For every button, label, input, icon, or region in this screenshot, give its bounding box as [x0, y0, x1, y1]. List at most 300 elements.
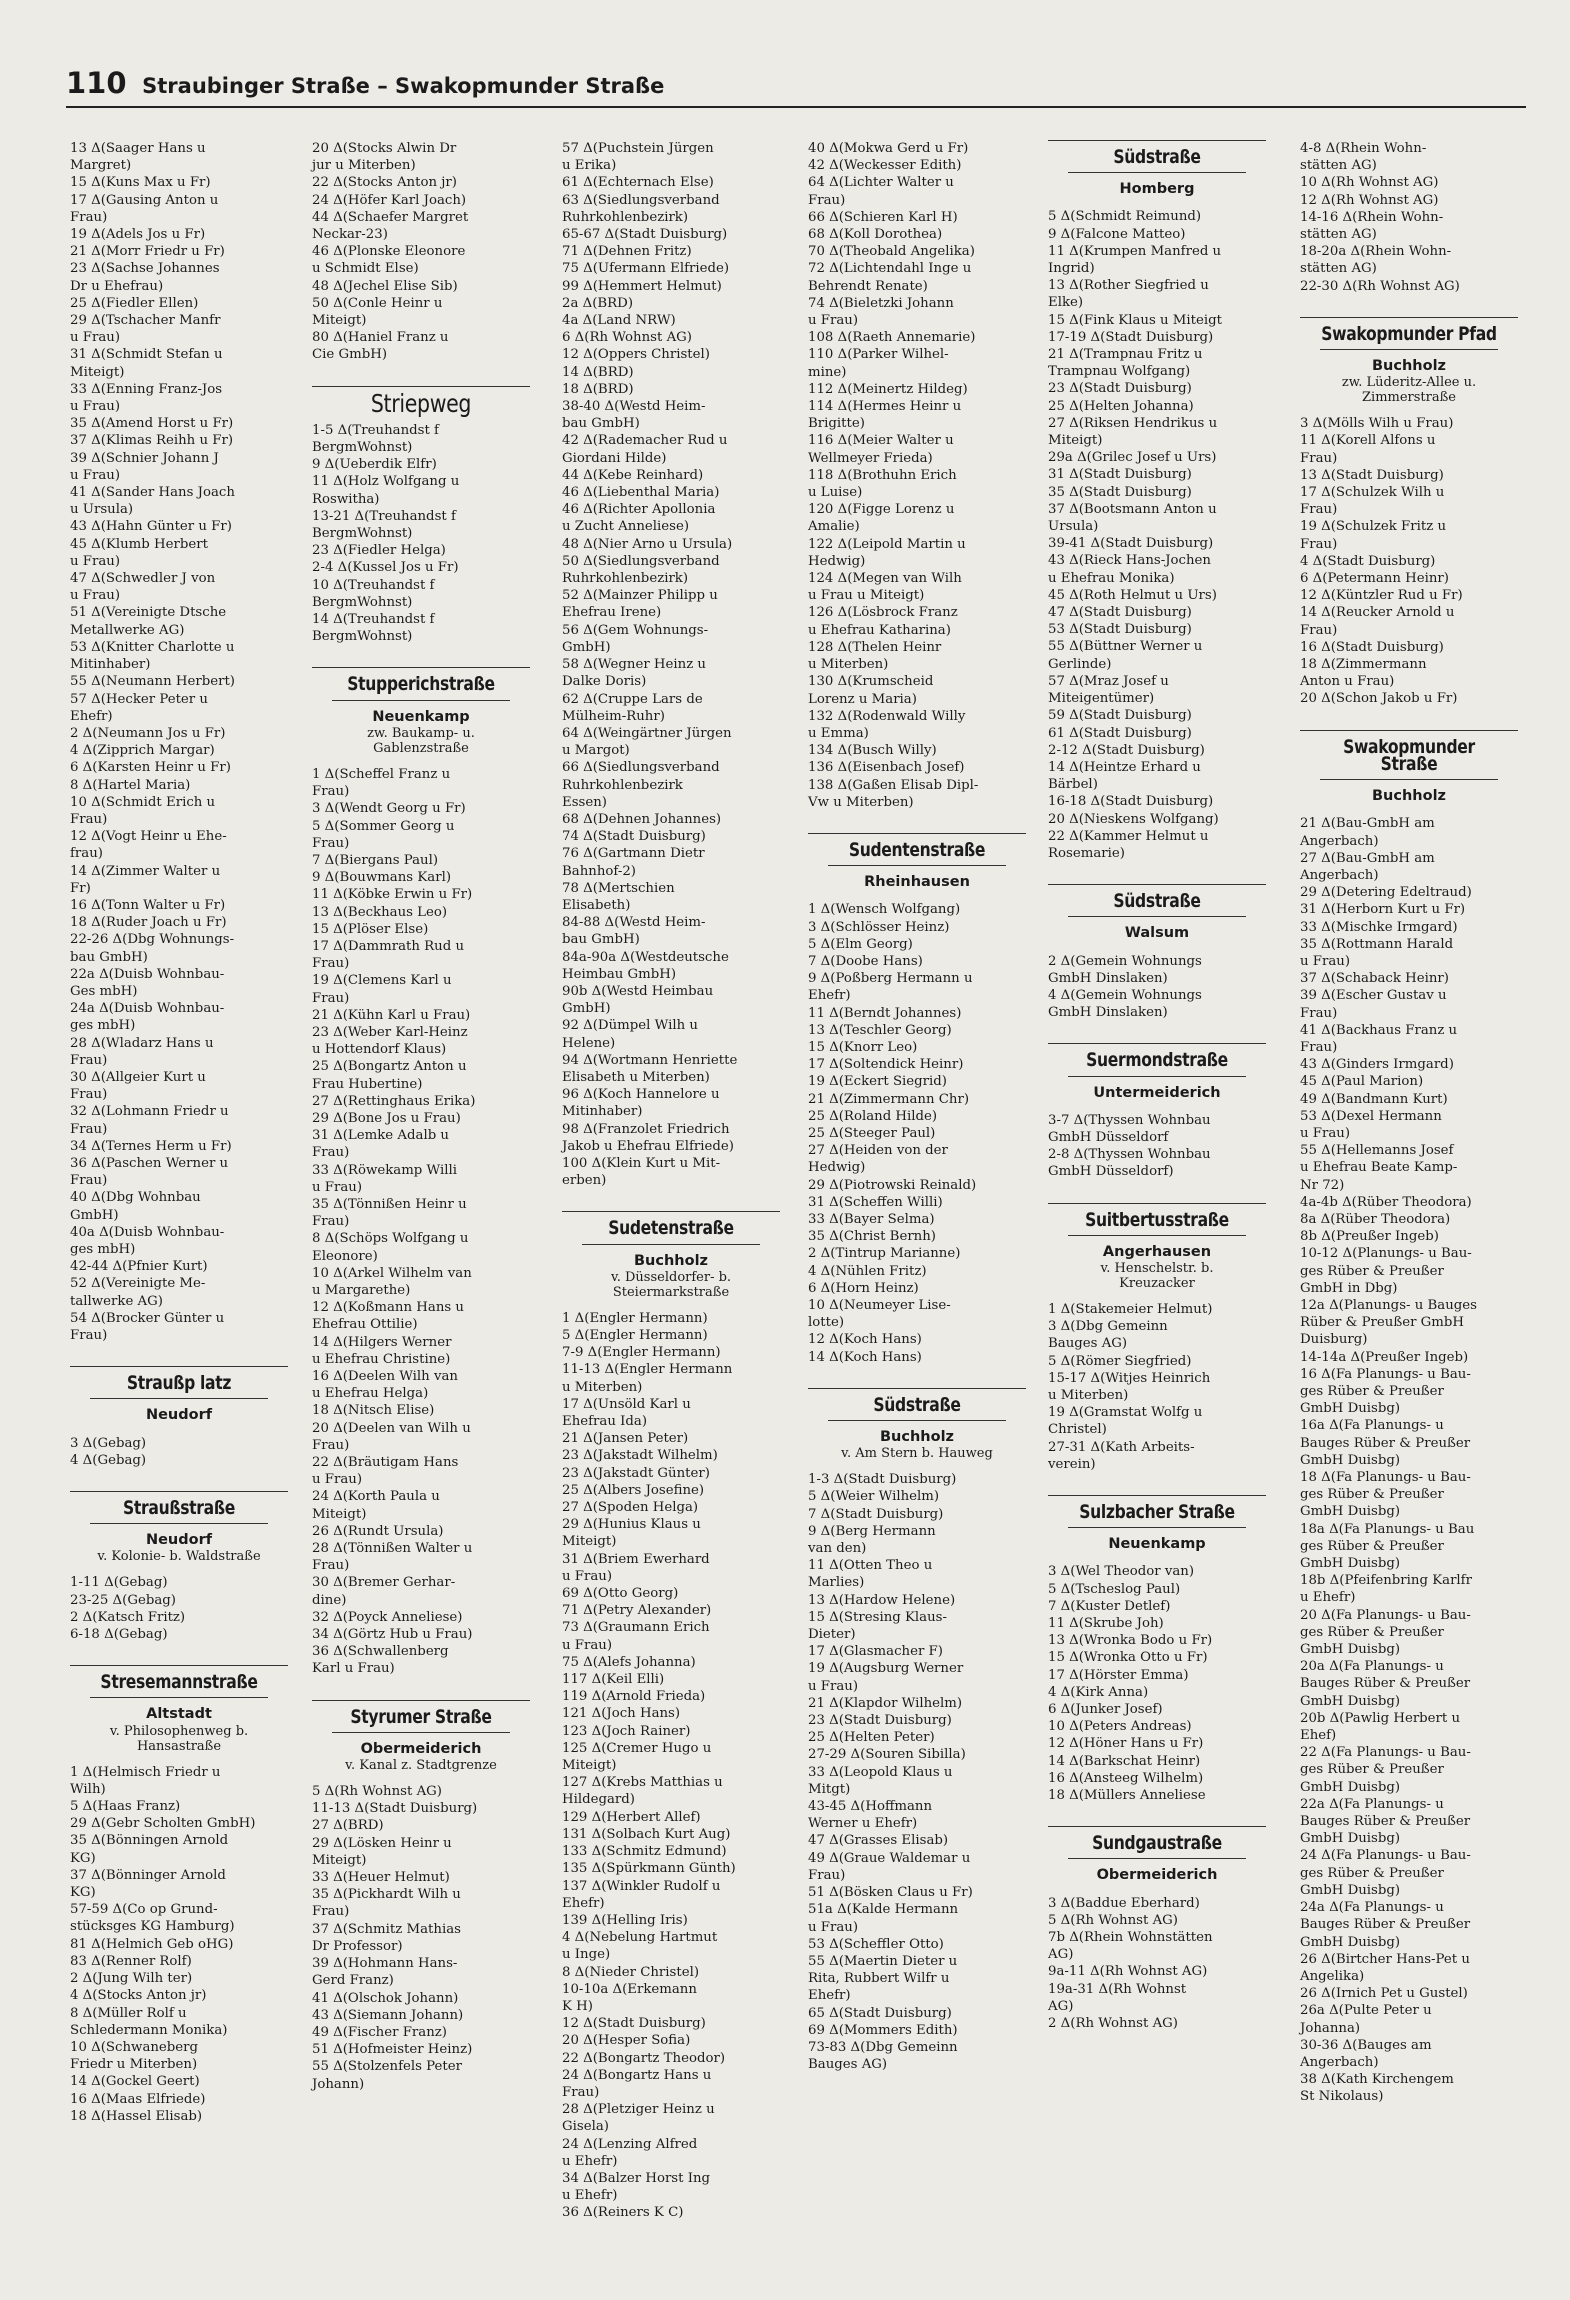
- address-entry: 137 Δ(Winkler Rudolf u: [562, 1878, 721, 1894]
- address-entry: 22-26 Δ(Dbg Wohnungs-: [70, 932, 235, 948]
- address-entry: 3 Δ(Wendt Georg u Fr): [312, 801, 466, 817]
- address-entry: 21 Δ(Klapdor Wilhelm): [808, 1695, 963, 1711]
- address-entry: GmbH Duisbg): [1300, 1882, 1401, 1898]
- address-entry: 4 Δ(Kirk Anna): [1048, 1684, 1149, 1700]
- address-entry: u Frau): [70, 588, 121, 604]
- address-entry: 8 Δ(Müller Rolf u: [70, 2005, 187, 2021]
- address-entry: ges Rüber & Preußer: [1300, 1624, 1444, 1640]
- address-entry: BergmWohnst): [312, 440, 413, 456]
- address-entry: 74 Δ(Stadt Duisburg): [562, 829, 706, 845]
- address-entry: 20 Δ(Schon Jakob u Fr): [1300, 691, 1458, 707]
- address-entry: Ehefrau Ottilie): [312, 1317, 418, 1333]
- address-entry: ges Rüber & Preußer: [1300, 1487, 1444, 1503]
- street-extent: zw. Lüderitz-Allee u.: [1341, 375, 1477, 391]
- address-entry: 84a-90a Δ(Westdeutsche: [562, 949, 729, 965]
- address-entry: 37 Δ(Schmitz Mathias: [312, 1921, 461, 1937]
- address-entry: 127 Δ(Krebs Matthias u: [562, 1775, 723, 1791]
- address-entry: GmbH Duisbg): [1300, 1779, 1401, 1795]
- address-entry: Frau): [1300, 536, 1338, 552]
- address-entry: 35 Δ(Stadt Duisburg): [1048, 484, 1192, 500]
- address-entry: 5 Δ(Haas Franz): [70, 1799, 181, 1815]
- section-divider: [1048, 1043, 1266, 1044]
- address-entry: 18b Δ(Pfeifenbring Karlfr: [1300, 1573, 1472, 1589]
- address-entry: 16 Δ(Deelen Wilh van: [312, 1369, 458, 1384]
- address-entry: 9a-11 Δ(Rh Wohnst AG): [1048, 1964, 1208, 1980]
- street-name: Stresemannstraße: [100, 1671, 258, 1694]
- address-entry: Bauges AG): [808, 2057, 888, 2073]
- address-entry: Ehefrau Irene): [562, 605, 662, 621]
- address-entry: 8b Δ(Preußer Ingeb): [1300, 1229, 1439, 1245]
- address-entry: Rosemarie): [1048, 845, 1125, 861]
- address-entry: Gerd Franz): [312, 1973, 394, 1989]
- street-heading: [1048, 1495, 1266, 1553]
- address-entry: Dr Professor): [312, 1938, 403, 1954]
- address-entry: Behrendt Renate): [808, 278, 928, 294]
- address-entry: 19 Δ(Schulzek Fritz u: [1300, 519, 1447, 535]
- address-entry: 1 Δ(Helmisch Friedr u: [70, 1764, 221, 1780]
- address-entry: 12 Δ(Koßmann Hans u: [312, 1300, 464, 1316]
- address-entry: Frau): [312, 1145, 350, 1161]
- address-entry: u Ehefrau Monika): [1048, 570, 1175, 586]
- address-entry: 5 Δ(Römer Siegfried): [1048, 1353, 1192, 1369]
- address-entry: 8a Δ(Rüber Theodora): [1300, 1211, 1451, 1227]
- address-entry: 11 Δ(Krumpen Manfred u: [1048, 243, 1222, 259]
- address-entry: 76 Δ(Gartmann Dietr: [562, 846, 705, 862]
- address-entry: 4 Δ(Zipprich Margar): [70, 743, 215, 759]
- address-entry: 25 Δ(Steeger Paul): [808, 1125, 936, 1141]
- address-entry: 19 Δ(Eckert Siegrid): [808, 1074, 947, 1090]
- address-entry: 1-11 Δ(Gebag): [70, 1575, 168, 1591]
- address-entry: 35 Δ(Christ Bernh): [808, 1229, 936, 1245]
- address-entry: 135 Δ(Spürkmann Günth): [562, 1861, 736, 1877]
- address-entry: 37 Δ(Bootsmann Anton u: [1048, 501, 1217, 517]
- address-entry: 10-10a Δ(Erkemann: [562, 1981, 697, 1997]
- address-entry: 123 Δ(Joch Rainer): [562, 1723, 691, 1739]
- heading-underline: [90, 1523, 268, 1524]
- address-entry: 9 Δ(Berg Hermann: [808, 1523, 936, 1539]
- address-entry: GmbH): [562, 639, 611, 655]
- street-extent: Hansastraße: [136, 1738, 222, 1754]
- address-entry: 25 Δ(Albers Josefine): [562, 1482, 705, 1498]
- address-entry: 21 Δ(Bau-GmbH am: [1300, 816, 1435, 832]
- address-entry: Ehefr): [562, 1895, 605, 1911]
- address-entry: 2 Δ(Gemein Wohnungs: [1048, 953, 1202, 969]
- address-entry: u Frau): [70, 467, 121, 483]
- address-entry: u Erika): [562, 158, 617, 174]
- address-entry: 14 Δ(Heintze Erhard u: [1048, 759, 1201, 775]
- address-entry: Miteigt): [70, 364, 125, 380]
- address-entry: 10 Δ(Arkel Wilhelm van: [312, 1265, 472, 1281]
- address-entry: 14 Δ(Zimmer Walter u: [70, 863, 221, 879]
- address-entry: Cie GmbH): [312, 347, 388, 363]
- address-entry: 131 Δ(Solbach Kurt Aug): [562, 1826, 731, 1842]
- address-entry: 18 Δ(Zimmermann: [1300, 657, 1427, 673]
- street-extent: Gablenzstraße: [373, 740, 469, 756]
- address-entry: 94 Δ(Wortmann Henriette: [562, 1052, 738, 1068]
- address-entry: u Frau): [808, 313, 859, 329]
- address-entry: 20 Δ(Stocks Alwin Dr: [312, 141, 457, 156]
- address-entry: Frau): [312, 956, 350, 972]
- address-entry: u Frau): [1300, 1125, 1351, 1141]
- address-entry: 39 Δ(Schnier Johann J: [70, 450, 219, 466]
- street-name: Sudetenstraße: [608, 1217, 734, 1240]
- address-entry: 35 Δ(Rottmann Harald: [1300, 936, 1454, 952]
- address-entry: u Miterben): [1048, 1387, 1129, 1403]
- address-entry: 21 Δ(Jansen Peter): [562, 1431, 689, 1447]
- address-entry: 61 Δ(Echternach Else): [562, 175, 714, 191]
- address-entry: 19 Δ(Adels Jos u Fr): [70, 227, 206, 243]
- address-entry: 62 Δ(Cruppe Lars de: [562, 691, 703, 707]
- address-entry: 21 Δ(Morr Friedr u Fr): [70, 244, 225, 260]
- address-entry: 35 Δ(Pickhardt Wilh u: [312, 1887, 461, 1903]
- address-entry: 55 Δ(Maertin Dieter u: [808, 1953, 958, 1969]
- district-name: Angerhausen: [1102, 1243, 1212, 1260]
- address-entry: tallwerke AG): [70, 1293, 163, 1309]
- address-entry: 40 Δ(Mokwa Gerd u Fr): [808, 141, 969, 156]
- section-divider: [70, 1665, 288, 1666]
- address-entry: 15 Δ(Fink Klaus u Miteigt: [1048, 312, 1222, 328]
- address-entry: 46 Δ(Liebenthal Maria): [562, 485, 720, 501]
- address-entry: 4 Δ(Stocks Anton jr): [70, 1988, 207, 2004]
- address-entry: 43 Δ(Siemann Johann): [312, 2007, 464, 2023]
- address-entry: 13 Δ(Hardow Helene): [808, 1592, 956, 1608]
- address-entry: Essen): [562, 794, 607, 810]
- address-entry: u Miterben): [562, 1379, 643, 1395]
- address-entry: 16 Δ(Tonn Walter u Fr): [70, 897, 226, 913]
- address-entry: 120 Δ(Figge Lorenz u: [808, 502, 955, 518]
- address-entry: lotte): [808, 1315, 845, 1331]
- address-entry: 22a Δ(Duisb Wohnbau-: [70, 966, 225, 982]
- address-entry: 22-30 Δ(Rh Wohnst AG): [1300, 278, 1460, 294]
- street-name: Styrumer Straße: [350, 1705, 492, 1728]
- address-entry: 13 Δ(Saager Hans u: [70, 141, 206, 156]
- address-entry: 1 Δ(Stakemeier Helmut): [1048, 1301, 1213, 1317]
- address-entry: u Ehefr): [562, 2153, 618, 2169]
- section-divider: [1300, 730, 1518, 731]
- street-extent: Zimmerstraße: [1362, 390, 1456, 406]
- address-entry: 47 Δ(Grasses Elisab): [808, 1833, 949, 1849]
- address-entry: Angerbach): [1300, 2054, 1379, 2070]
- heading-underline: [90, 1398, 268, 1399]
- address-entry: Bauges AG): [1048, 1336, 1128, 1352]
- address-entry: 29 Δ(Tschacher Manfr: [70, 313, 221, 329]
- address-entry: 18 Δ(Fa Planungs- u Bau-: [1300, 1470, 1471, 1486]
- address-entry: KG): [70, 1885, 96, 1901]
- address-entry: Margret): [70, 158, 132, 174]
- address-entry: 78 Δ(Mertschien: [562, 880, 675, 896]
- address-entry: 49 Δ(Bandmann Kurt): [1300, 1091, 1448, 1107]
- address-entry: 42-44 Δ(Pfnier Kurt): [70, 1259, 208, 1275]
- address-entry: 133 Δ(Schmitz Edmund): [562, 1844, 727, 1860]
- column-6: [1300, 140, 1518, 2106]
- address-entry: 3 Δ(Dbg Gemeinn: [1048, 1319, 1168, 1335]
- address-entry: 119 Δ(Arnold Frieda): [562, 1689, 706, 1705]
- address-entry: bau GmbH): [70, 949, 148, 965]
- address-entry: 12 Δ(Rh Wohnst AG): [1300, 192, 1439, 208]
- address-entry: 51a Δ(Kalde Hermann: [808, 1902, 959, 1918]
- address-entry: Roswitha): [312, 491, 380, 507]
- street-name: Sulzbacher Straße: [1079, 1501, 1235, 1523]
- address-entry: 13 Δ(Rother Siegfried u: [1048, 278, 1209, 294]
- address-entry: 69 Δ(Mommers Edith): [808, 2022, 958, 2038]
- district-name: Buchholz: [1372, 358, 1446, 375]
- address-entry: 7 Δ(Doobe Hans): [808, 953, 923, 969]
- address-entry: 15 Δ(Plöser Else): [312, 921, 429, 937]
- address-entry: stätten AG): [1300, 227, 1377, 243]
- address-entry: 3 Δ(Wel Theodor van): [1048, 1564, 1195, 1580]
- street-extent: v. Philosophenweg b.: [109, 1723, 249, 1739]
- address-entry: 23-25 Δ(Gebag): [70, 1592, 176, 1608]
- address-entry: Johann): [312, 2076, 365, 2092]
- address-entry: 55 Δ(Hellemanns Josef: [1300, 1143, 1454, 1159]
- address-entry: 69 Δ(Otto Georg): [562, 1586, 679, 1602]
- address-entry: BergmWohnst): [312, 526, 413, 542]
- address-entry: 18 Δ(Ruder Joach u Fr): [70, 915, 227, 931]
- address-entry: 27 Δ(Bau-GmbH am: [1300, 850, 1435, 866]
- address-entry: Frau): [312, 1904, 350, 1920]
- address-entry: GmbH Dinslaken): [1048, 970, 1168, 986]
- address-entry: 41 Δ(Olschok Johann): [312, 1990, 459, 2006]
- address-entry: Bahnhof-2): [562, 863, 636, 879]
- address-entry: 11 Δ(Skrube Joh): [1048, 1616, 1164, 1632]
- address-entry: 4 Δ(Nühlen Fritz): [808, 1263, 927, 1279]
- address-entry: 24 Δ(Höfer Karl Joach): [312, 192, 467, 208]
- address-entry: 45 Δ(Klumb Herbert: [70, 536, 208, 552]
- street-extent: Kreuzacker: [1119, 1275, 1195, 1291]
- address-entry: 5 Δ(Engler Hermann): [562, 1328, 708, 1343]
- address-entry: 22 Δ(Kammer Helmut u: [1048, 828, 1209, 844]
- address-entry: 15-17 Δ(Witjes Heinrich: [1048, 1370, 1211, 1386]
- address-entry: Schledermann Monika): [70, 2022, 228, 2038]
- district-name: Obermeiderich: [360, 1740, 482, 1757]
- address-entry: 28 Δ(Tönnißen Walter u: [312, 1541, 473, 1557]
- address-entry: 39 Δ(Hohmann Hans-: [312, 1956, 458, 1972]
- address-entry: Jakob u Ehefrau Elfriede): [562, 1138, 734, 1154]
- heading-underline: [90, 1697, 268, 1698]
- address-entry: 34 Δ(Balzer Horst Ing: [562, 2170, 711, 2186]
- address-entry: Hildegard): [562, 1792, 635, 1808]
- address-entry: 24 Δ(Fa Planungs- u Bau-: [1300, 1848, 1471, 1864]
- address-entry: Frau): [312, 990, 350, 1006]
- address-entry: 21 Δ(Trampnau Fritz u: [1048, 347, 1203, 363]
- address-entry: 10-12 Δ(Planungs- u Bau-: [1300, 1246, 1472, 1262]
- street-extent: v. Düsseldorfer- b.: [610, 1269, 732, 1285]
- address-entry: Ruhrkohlenbezirk): [562, 209, 689, 225]
- address-entry: 42 Δ(Rademacher Rud u: [562, 433, 728, 449]
- address-entry: Miteigt): [312, 1852, 367, 1868]
- address-entry: 35 Δ(Tönnißen Heinr u: [312, 1196, 467, 1212]
- address-entry: 23 Δ(Sachse Johannes: [70, 261, 220, 277]
- address-entry: 16 Δ(Stadt Duisburg): [1300, 639, 1444, 655]
- address-entry: 33 Δ(Leopold Klaus u: [808, 1764, 953, 1780]
- address-entry: u Frau): [808, 1919, 859, 1935]
- address-entry: 12 Δ(Küntzler Rud u Fr): [1300, 588, 1463, 604]
- address-entry: Neckar-23): [312, 227, 388, 243]
- address-entry: 23 Δ(Weber Karl-Heinz: [312, 1024, 468, 1040]
- address-entry: Rüber & Preußer GmbH: [1300, 1315, 1465, 1331]
- street-heading: [1048, 1043, 1266, 1101]
- address-entry: 18 Δ(BRD): [562, 381, 634, 397]
- address-entry: 21 Δ(Zimmermann Chr): [808, 1091, 970, 1107]
- street-heading: [1048, 1826, 1266, 1884]
- address-entry: 44 Δ(Kebe Reinhard): [562, 467, 704, 483]
- address-entry: 52 Δ(Vereinigte Me-: [70, 1276, 206, 1292]
- address-entry: 25 Δ(Helten Peter): [808, 1730, 935, 1746]
- address-entry: 13 Δ(Teschler Georg): [808, 1022, 952, 1038]
- heading-underline: [1068, 1858, 1246, 1859]
- address-entry: GmbH): [562, 1001, 611, 1017]
- address-entry: 25 Δ(Roland Hilde): [808, 1108, 938, 1124]
- address-entry: 3 Δ(Baddue Eberhard): [1048, 1895, 1200, 1911]
- address-entry: erben): [562, 1173, 607, 1189]
- district-name: Untermeiderich: [1093, 1084, 1221, 1101]
- address-entry: 15 Δ(Wronka Otto u Fr): [1048, 1650, 1208, 1666]
- address-entry: 73 Δ(Graumann Erich: [562, 1620, 710, 1636]
- district-name: Buchholz: [1372, 788, 1446, 805]
- address-entry: Bauges Rüber & Preußer: [1300, 1814, 1471, 1830]
- street-extent: v. Kanal z. Stadtgrenze: [345, 1758, 497, 1774]
- address-entry: 15 Δ(Kuns Max u Fr): [70, 175, 211, 191]
- address-entry: 72 Δ(Lichtendahl Inge u: [808, 261, 972, 277]
- address-entry: Karl u Frau): [312, 1661, 395, 1677]
- heading-underline: [1068, 1235, 1246, 1236]
- address-entry: 64 Δ(Weingärtner Jürgen: [562, 725, 732, 741]
- address-entry: 27-31 Δ(Kath Arbeits-: [1048, 1439, 1195, 1455]
- address-entry: 16 Δ(Maas Elfriede): [70, 2091, 206, 2107]
- heading-underline: [828, 1420, 1006, 1421]
- section-divider: [1048, 884, 1266, 885]
- address-entry: u Frau): [70, 330, 121, 346]
- address-entry: 2 Δ(Neumann Jos u Fr): [70, 725, 226, 741]
- street-name: Swakopmunder Straße: [1343, 735, 1475, 775]
- address-entry: 5 Δ(Tscheslog Paul): [1048, 1581, 1181, 1597]
- column-1: [70, 140, 288, 2125]
- section-divider: [312, 667, 530, 668]
- address-entry: 46 Δ(Plonske Eleonore: [312, 244, 466, 260]
- address-entry: Wellmeyer Frieda): [808, 450, 933, 466]
- address-entry: u Frau): [70, 399, 121, 415]
- address-entry: Ruhrkohlenbezirk): [562, 571, 689, 587]
- address-entry: u Frau): [562, 1568, 613, 1584]
- street-heading: [808, 833, 1026, 891]
- address-entry: 65-67 Δ(Stadt Duisburg): [562, 227, 728, 243]
- address-entry: 55 Δ(Stolzenfels Peter: [312, 2059, 462, 2075]
- address-entry: 26 Δ(Rundt Ursula): [312, 1523, 444, 1539]
- address-entry: Angelika): [1300, 1968, 1365, 1984]
- address-entry: GmbH Duisbg): [1300, 1642, 1401, 1658]
- address-entry: 6 Δ(Junker Josef): [1048, 1702, 1163, 1718]
- heading-underline: [582, 1244, 760, 1245]
- address-entry: 36 Δ(Schwallenberg: [312, 1644, 449, 1660]
- address-entry: 57 Δ(Hecker Peter u: [70, 691, 208, 707]
- street-name: Suermondstraße: [1086, 1049, 1228, 1072]
- address-entry: Ruhrkohlenbezirk: [562, 777, 683, 793]
- street-heading: [1048, 140, 1266, 198]
- address-entry: 13 Δ(Stadt Duisburg): [1300, 467, 1444, 483]
- address-entry: Miteigt): [1048, 433, 1103, 449]
- address-entry: 22a Δ(Fa Planungs- u: [1300, 1796, 1444, 1812]
- address-entry: 128 Δ(Thelen Heinr: [808, 639, 942, 655]
- address-entry: Mitinhaber): [562, 1104, 643, 1120]
- section-divider: [562, 1211, 780, 1212]
- address-entry: Trampnau Wolfgang): [1048, 364, 1191, 380]
- column-4: [808, 140, 1026, 2073]
- address-entry: Elke): [1048, 295, 1084, 311]
- address-entry: 29 Δ(Piotrowski Reinald): [808, 1177, 977, 1193]
- address-entry: Bauges Rüber & Preußer: [1300, 1676, 1471, 1692]
- address-entry: 17-19 Δ(Stadt Duisburg): [1048, 329, 1214, 345]
- street-name: Südstraße: [873, 1393, 961, 1416]
- address-entry: 2-4 Δ(Kussel Jos u Fr): [312, 560, 459, 576]
- street-name: Striepweg: [370, 388, 472, 418]
- address-entry: 11 Δ(Otten Theo u: [808, 1558, 933, 1574]
- address-entry: 22 Δ(Fa Planungs- u Bau-: [1300, 1745, 1471, 1761]
- address-entry: 75 Δ(Ufermann Elfriede): [562, 261, 730, 277]
- address-entry: GmbH Duisbg): [1300, 1452, 1401, 1468]
- street-heading: [1300, 317, 1518, 405]
- address-entry: Marlies): [808, 1575, 865, 1591]
- address-entry: 28 Δ(Pletziger Heinz u: [562, 2102, 715, 2118]
- address-entry: 7 Δ(Kuster Detlef): [1048, 1598, 1171, 1614]
- address-entry: 38 Δ(Kath Kirchengem: [1300, 2072, 1454, 2088]
- district-name: Rheinhausen: [864, 874, 970, 891]
- address-entry: 64 Δ(Lichter Walter u: [808, 175, 954, 191]
- address-entry: 63 Δ(Siedlungsverband: [562, 192, 720, 208]
- section-divider: [1048, 140, 1266, 141]
- address-entry: 20 Δ(Hesper Sofia): [562, 2033, 691, 2049]
- column-5: [1048, 140, 1266, 2032]
- address-entry: 2-8 Δ(Thyssen Wohnbau: [1048, 1147, 1211, 1163]
- address-entry: 37 Δ(Klimas Reihh u Fr): [70, 433, 234, 449]
- address-entry: 5 Δ(Sommer Georg u: [312, 818, 455, 834]
- address-entry: u Frau): [312, 1179, 363, 1195]
- address-entry: 22 Δ(Bräutigam Hans: [312, 1455, 459, 1471]
- address-entry: 4a-4b Δ(Rüber Theodora): [1300, 1194, 1472, 1210]
- address-entry: 27 Δ(Spoden Helga): [562, 1500, 699, 1516]
- address-entry: frau): [70, 846, 103, 862]
- address-entry: 17 Δ(Gausing Anton u: [70, 192, 219, 208]
- address-entry: 14 Δ(Reucker Arnold u: [1300, 605, 1455, 621]
- address-entry: u Ehefrau Helga): [312, 1386, 429, 1402]
- address-entry: 20 Δ(Fa Planungs- u Bau-: [1300, 1607, 1471, 1623]
- address-entry: 31 Δ(Lemke Adalb u: [312, 1128, 449, 1144]
- address-entry: KG): [70, 1850, 96, 1866]
- district-name: Obermeiderich: [1096, 1867, 1218, 1884]
- address-entry: Frau): [808, 1867, 846, 1883]
- heading-underline: [1320, 349, 1498, 350]
- address-entry: 43 Δ(Rieck Hans-Jochen: [1048, 553, 1211, 569]
- address-entry: 12a Δ(Planungs- u Bauges: [1300, 1297, 1477, 1313]
- address-entry: GmbH in Dbg): [1300, 1280, 1398, 1296]
- district-name: Buchholz: [880, 1429, 954, 1446]
- address-entry: ges mbH): [70, 1242, 136, 1257]
- address-entry: 14 Δ(Hilgers Werner: [312, 1334, 452, 1350]
- address-entry: 14 Δ(Koch Hans): [808, 1349, 922, 1365]
- address-entry: 90b Δ(Westd Heimbau: [562, 983, 714, 999]
- address-entry: 23 Δ(Stadt Duisburg): [808, 1713, 952, 1729]
- address-entry: 43 Δ(Ginders Irmgard): [1300, 1057, 1454, 1073]
- address-entry: 10 Δ(Schwaneberg: [70, 2039, 199, 2055]
- address-entry: 29 Δ(Gebr Scholten GmbH): [70, 1816, 256, 1832]
- address-entry: Bauges Rüber & Preußer: [1300, 1435, 1471, 1451]
- address-entry: GmbH Duisbg): [1300, 1831, 1401, 1847]
- address-entry: 14 Δ(Treuhandst f: [312, 612, 435, 628]
- district-name: Neuenkamp: [1108, 1536, 1206, 1553]
- address-entry: 108 Δ(Raeth Annemarie): [808, 330, 976, 346]
- address-entry: 7b Δ(Rhein Wohnstätten: [1048, 1930, 1213, 1946]
- address-entry: ges Rüber & Preußer: [1300, 1865, 1444, 1881]
- district-name: Neudorf: [145, 1407, 213, 1424]
